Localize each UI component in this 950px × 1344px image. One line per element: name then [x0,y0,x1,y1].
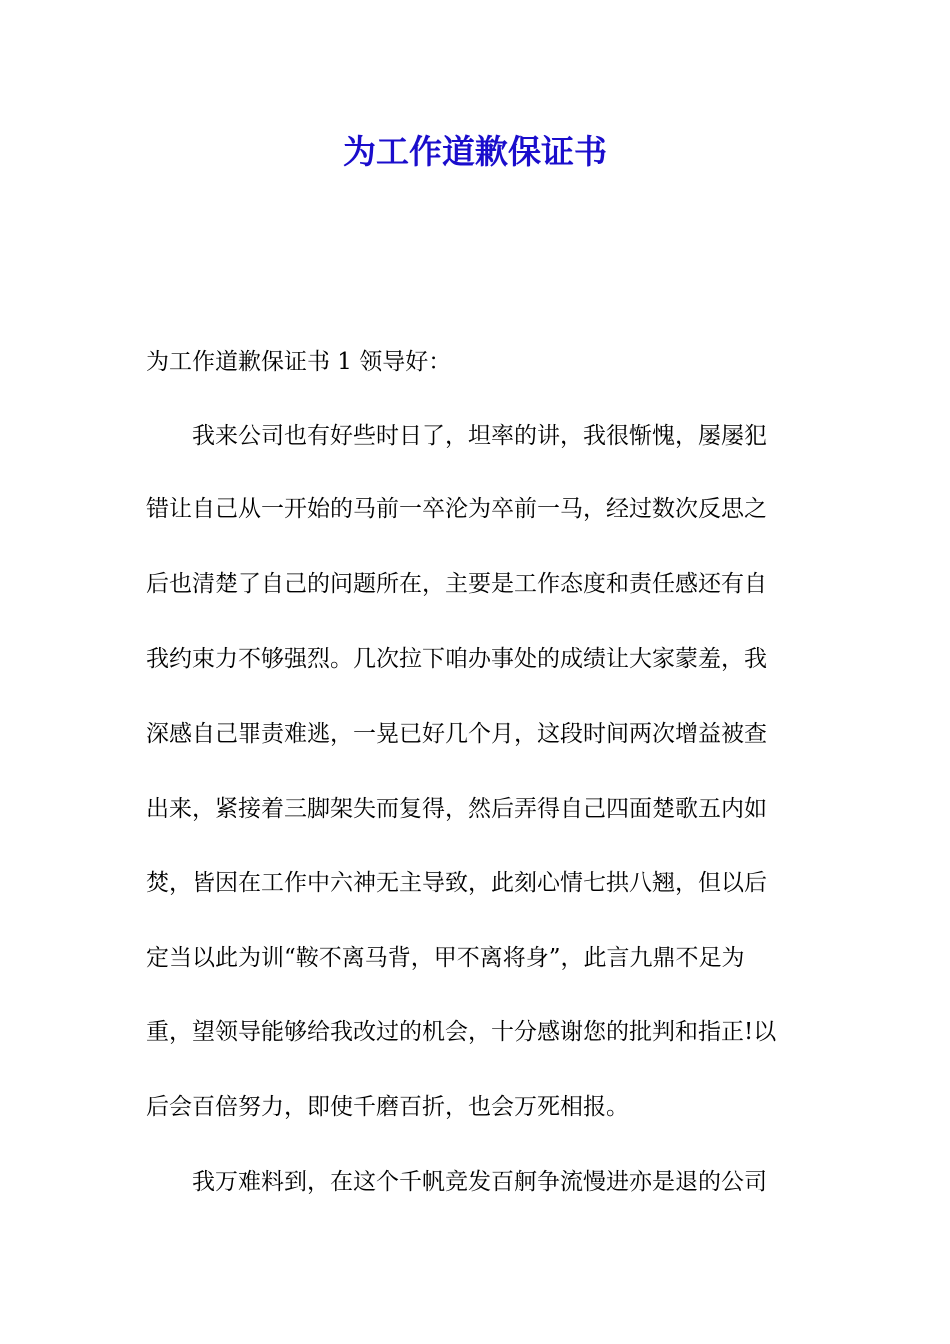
body-line: 出来，紧接着三脚架失而复得，然后弄得自己四面楚歌五内如 [146,796,767,822]
body-line: 定当以此为训“鞍不离马背，甲不离将身”，此言九鼎不足为 [146,945,745,971]
body-line: 焚，皆因在工作中六神无主导致，此刻心情七拱八翘，但以后 [146,870,767,896]
body-line: 我约束力不够强烈。几次拉下咱办事处的成绩让大家蒙羞，我 [146,646,767,672]
body-line: 我万难料到，在这个千帆竞发百舸争流慢进亦是退的公司 [192,1169,767,1195]
document-title: 为工作道歉保证书 [343,132,607,171]
body-line: 我来公司也有好些时日了，坦率的讲，我很惭愧，屡屡犯 [192,423,767,449]
body-line: 重，望领导能够给我改过的机会，十分感谢您的批判和指正!以 [146,1019,777,1045]
body-line: 后会百倍努力，即使千磨百折，也会万死相报。 [146,1094,629,1120]
body-line: 错让自己从一开始的马前一卒沦为卒前一马，经过数次反思之 [146,496,767,522]
body-line: 深感自己罪责难逃，一晃已好几个月，这段时间两次增益被查 [146,721,767,747]
greeting-line: 为工作道歉保证书 1 领导好： [146,349,452,375]
body-line: 后也清楚了自己的问题所在，主要是工作态度和责任感还有自 [146,571,767,597]
